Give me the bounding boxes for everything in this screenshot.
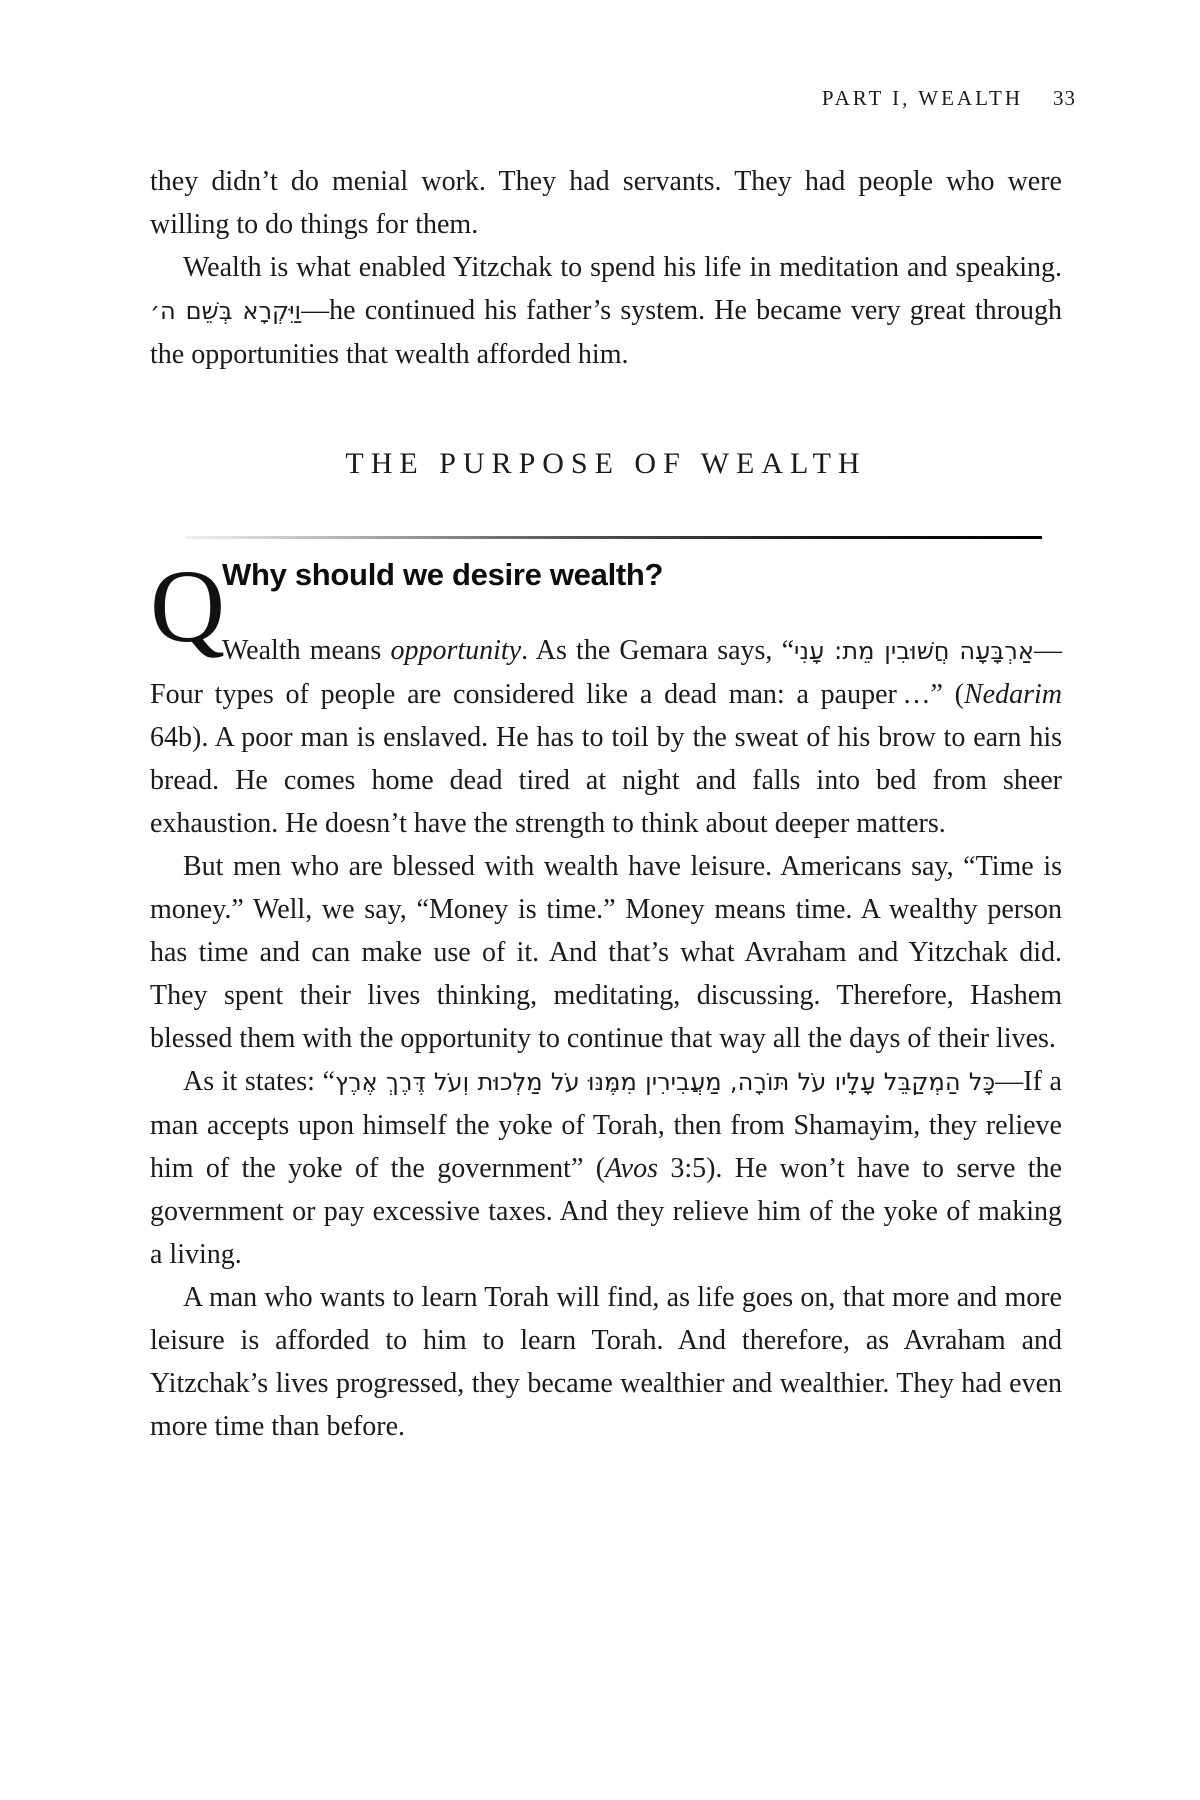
section-divider-rule	[186, 536, 1042, 539]
paragraph	[150, 1276, 1062, 1448]
body-text: A man who wants to learn Torah will find, as life goes on, that more and more leisure is afforded to him to learn Torah. And therefore, as Avraham and Yitzchak’s lives progressed, they became wealthier and wealthier. They had even more time than before.	[150, 1282, 1062, 1442]
body-text: 64b). A poor man is enslaved. He has to toil by the sweat of his brow to earn his bread. He comes home dead tired at night and falls into bed from sheer exhaustion. He doesn’t have the strength to think about deeper matters.	[150, 722, 1062, 839]
paragraph	[150, 1060, 1062, 1276]
body-text: —Four types of people are considered like a dead man: a pauper …” (	[150, 635, 1062, 710]
paragraph	[150, 160, 1062, 246]
italic-text: opportunity	[390, 635, 522, 666]
body-text: they didn’t do menial work. They had servants. They had people who were willing to do things for them.	[150, 166, 1062, 240]
running-header	[822, 86, 1076, 111]
page-number: 33	[1053, 86, 1076, 110]
hebrew-text: כָּל הַמְקַבֵּל עָלָיו עֹל תּוֹרָה, מַעֲבִירִין מִמֶּנּוּ עֹל מַלְכוּת וְעֹל דֶּרֶךְ אֶרֶץ	[334, 1068, 996, 1096]
italic-text: Nedarim	[964, 679, 1062, 710]
drop-cap-q: Q	[150, 549, 226, 664]
paragraph	[150, 629, 1062, 845]
paragraph	[150, 246, 1062, 376]
body-text: —If a man accepts upon himself the yoke of Torah, then from Shamayim, they relieve him of the yoke of the government” (	[150, 1066, 1062, 1184]
body-text: . As the Gemara says, “	[521, 635, 795, 666]
body-text: Wealth means	[222, 635, 391, 666]
hebrew-text: וַיִּקְרָא בְּשֵׁם ה׳	[150, 297, 302, 325]
question-answer-block	[150, 549, 1062, 1448]
answer-paragraphs	[150, 629, 1062, 1448]
body-text: But men who are blessed with wealth have leisure. Americans say, “Time is money.” Well, we say, “Money is time.” Money means time. A wealthy person has time and can make use of it. And that’s what Avraham and Yitzchak did. They spent their lives thinking, meditating, discussing. Therefore, Hashem blessed them with the opportunity to continue that way all the days of their lives.	[150, 851, 1062, 1054]
section-heading: THE PURPOSE OF WEALTH	[345, 447, 867, 480]
hebrew-text: אַרְבָּעָה חֲשׁוּבִין מֵת: עָנִי	[794, 637, 1034, 665]
text-column	[150, 160, 1062, 1448]
running-title: PART I, WEALTH	[821, 86, 1023, 110]
top-paragraphs	[150, 160, 1062, 376]
question-heading: Why should we desire wealth?	[222, 557, 664, 592]
body-text: As it states: “	[183, 1066, 335, 1097]
paragraph	[150, 845, 1062, 1060]
body-text: —he continued his father’s system. He became very great through the opportunities that wealth afforded him.	[150, 295, 1063, 370]
body-text: Wealth is what enabled Yitzchak to spend his life in meditation and speaking.	[183, 252, 1062, 283]
body-text: 3:5). He won’t have to serve the government or pay excessive taxes. And they relieve him of the yoke of making a living.	[150, 1153, 1062, 1270]
italic-text: Avos	[605, 1153, 658, 1184]
